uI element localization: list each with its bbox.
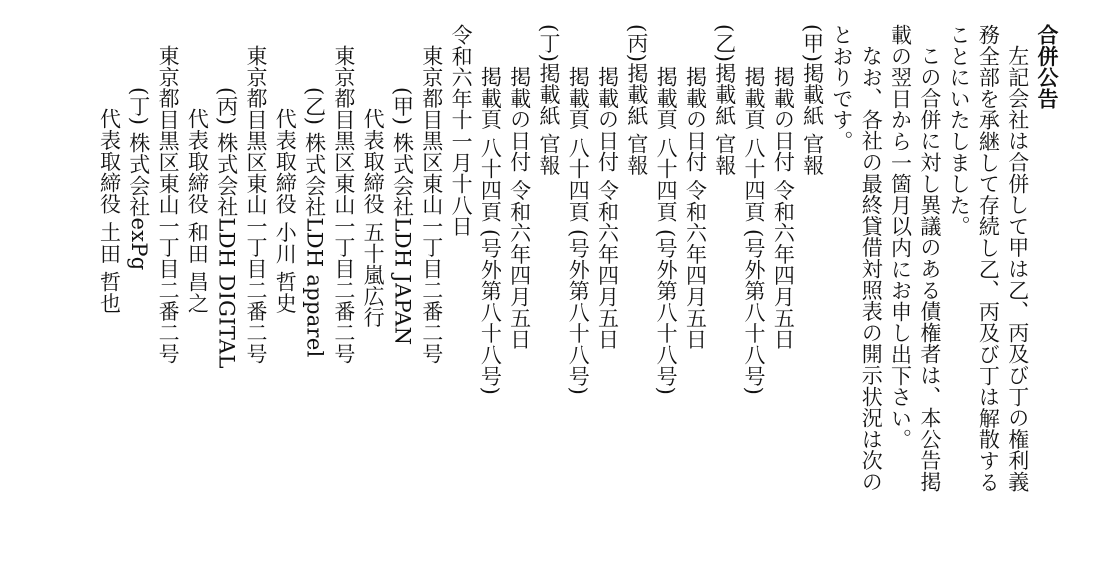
disclosure-ko-date: 掲載の日付 令和六年四月五日 bbox=[771, 66, 796, 350]
company-tei-representative: 代表取締役 土田 哲也 bbox=[97, 108, 122, 314]
company-ko-address: 東京都目黒区東山一丁目二番二号 bbox=[419, 45, 444, 365]
disclosure-otsu-paper: (乙)掲載紙 官報 bbox=[712, 24, 737, 176]
body-line-5: 載の翌日から一箇月以内にお申し出下さい。 bbox=[888, 24, 913, 450]
body-line-3: ことにいたしました。 bbox=[947, 24, 972, 237]
disclosure-tei-paper: (丁)掲載紙 官報 bbox=[536, 24, 561, 176]
company-tei-address: 東京都目黒区東山一丁目二番二号 bbox=[156, 45, 181, 365]
notice-title: 合併公告 bbox=[1035, 24, 1059, 110]
body-line-6: なお、各社の最終貸借対照表の開示状況は次の bbox=[859, 45, 884, 493]
body-line-2: 務全部を承継して存続し乙、丙及び丁は解散する bbox=[976, 24, 1001, 493]
company-otsu-representative: 代表取締役 小川 哲史 bbox=[273, 108, 298, 314]
disclosure-hei-paper: (丙)掲載紙 官報 bbox=[624, 24, 649, 176]
company-otsu-address: 東京都目黒区東山一丁目二番二号 bbox=[331, 45, 356, 365]
company-hei-name: (丙) 株式会社LDH DIGITAL bbox=[214, 87, 239, 369]
notice-date: 令和六年十一月十八日 bbox=[449, 24, 474, 237]
company-ko-name: (甲) 株式会社LDH JAPAN bbox=[390, 87, 415, 346]
company-hei-representative: 代表取締役 和田 昌之 bbox=[185, 108, 210, 314]
disclosure-hei-page: 掲載頁 八十四頁 (号外第八十八号) bbox=[566, 66, 591, 396]
company-otsu-name: (乙) 株式会社LDH apparel bbox=[302, 87, 327, 358]
body-line-4: この合併に対し異議のある債権者は、本公告掲 bbox=[917, 45, 942, 493]
body-line-7: とおりです。 bbox=[829, 24, 854, 152]
company-tei-name: (丁) 株式会社exPg bbox=[126, 87, 151, 271]
body-line-1: 左記会社は合併して甲は乙、丙及び丁の権利義 bbox=[1005, 45, 1030, 493]
disclosure-ko-paper: (甲)掲載紙 官報 bbox=[800, 24, 825, 176]
company-hei-address: 東京都目黒区東山一丁目二番二号 bbox=[243, 45, 268, 365]
disclosure-otsu-date: 掲載の日付 令和六年四月五日 bbox=[683, 66, 708, 350]
disclosure-ko-page: 掲載頁 八十四頁 (号外第八十八号) bbox=[742, 66, 767, 396]
company-ko-representative: 代表取締役 五十嵐広行 bbox=[361, 108, 386, 328]
disclosure-tei-date: 掲載の日付 令和六年四月五日 bbox=[507, 66, 532, 350]
disclosure-otsu-page: 掲載頁 八十四頁 (号外第八十八号) bbox=[654, 66, 679, 396]
disclosure-hei-date: 掲載の日付 令和六年四月五日 bbox=[595, 66, 620, 350]
disclosure-tei-page: 掲載頁 八十四頁 (号外第八十八号) bbox=[478, 66, 503, 396]
